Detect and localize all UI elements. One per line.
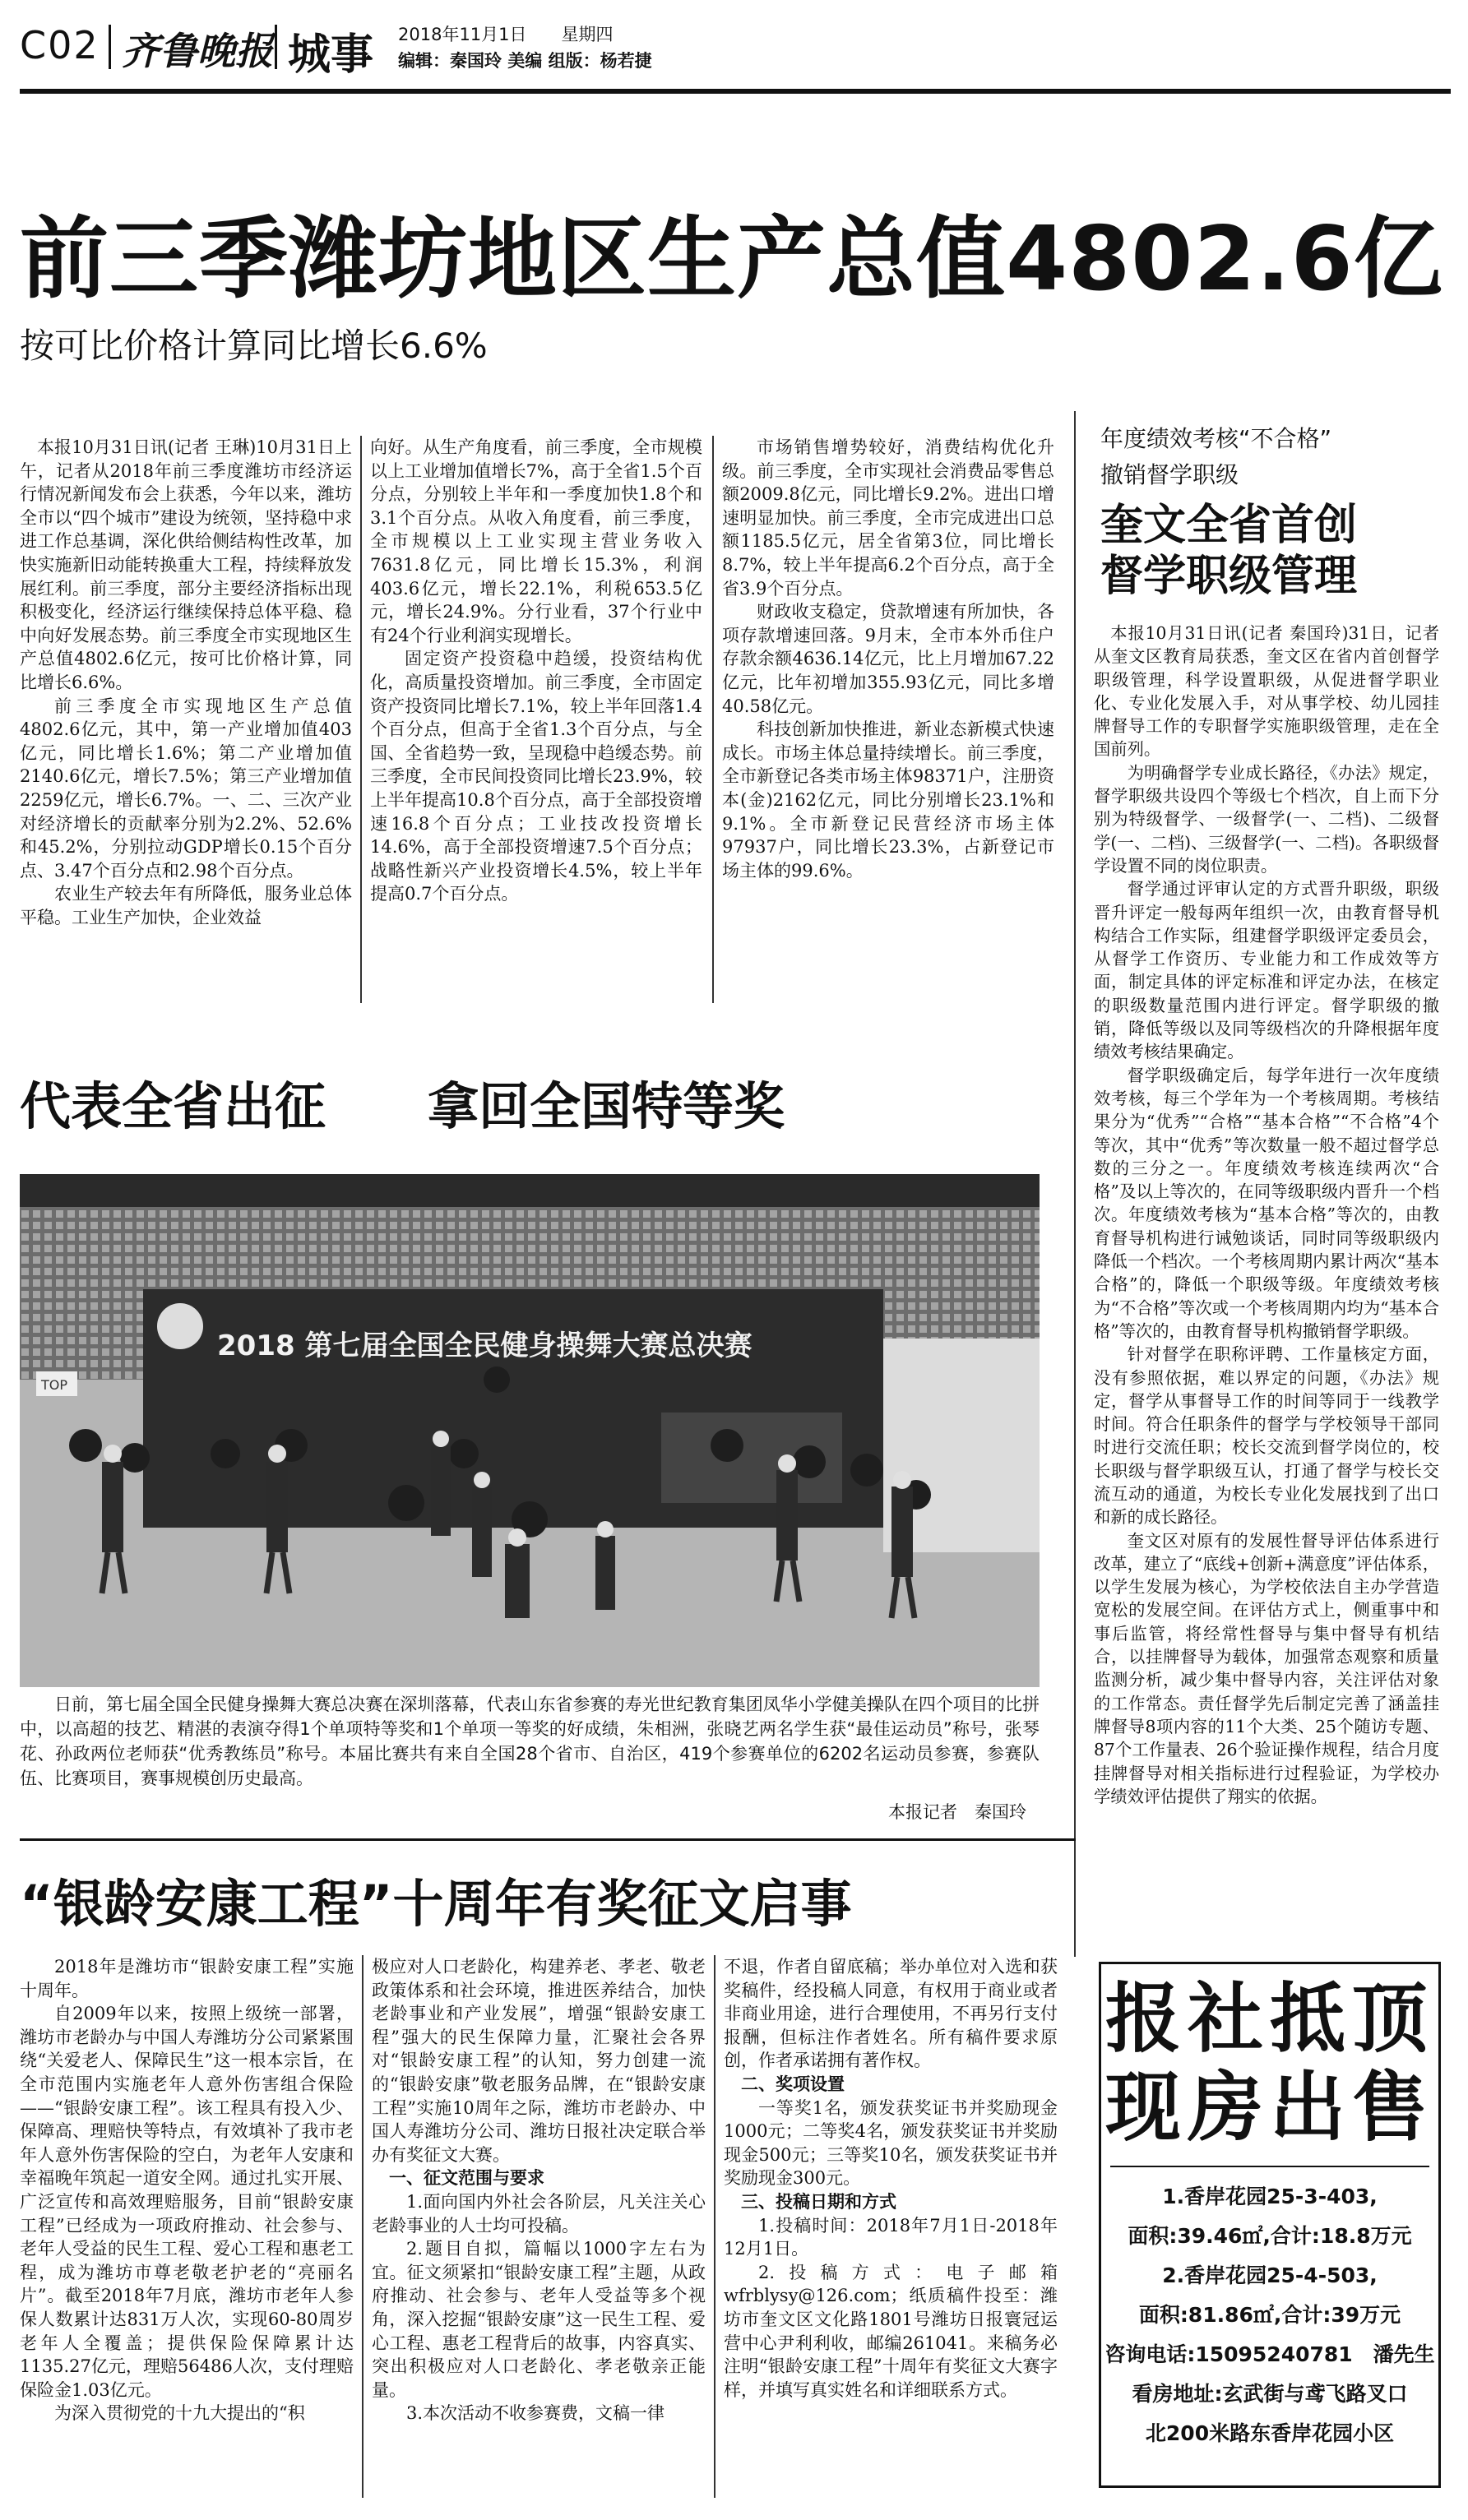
caption-text: 日前，第七届全国全民健身操舞大赛总决赛在深圳落幕，代表山东省参赛的寿光世纪教育集团凤华小学健美操队在四个项目的比拼中，以高超的技艺、精湛的表演夺得1个单项特等奖和1个单项一等奖的好成绩，朱相洲，张晓艺两名学生获“最佳运动员”称号，张琴花、孙政两位老师获“优秀教练员”称号。本届比赛共有来自全国28个省市、自治区，419个参赛单位的6202名运动员参赛，参赛队伍、比赛项目，赛事规模创历史最高。 xyxy=(20,1695,1040,1788)
lead-column-3 xyxy=(722,436,1054,1011)
ad-item-area: 面积:39.46㎡,合计:18.8万元 xyxy=(1128,2224,1412,2248)
photo-illustration xyxy=(20,1174,1040,1687)
lead-headline: 前三季潍坊地区生产总值4802.6亿 xyxy=(20,208,1443,311)
page-number: C02 xyxy=(20,23,100,67)
side-kicker: 年度绩效考核“不合格” xyxy=(1100,425,1332,452)
paragraph: 1.面向国内外社会各阶层，凡关注关心老龄事业的人士均可投稿。 xyxy=(372,2191,706,2236)
essay-contest-headline: “银龄安康工程”十周年有奖征文启事 xyxy=(20,1874,852,1934)
section-heading: 二、奖项设置 xyxy=(741,2073,845,2094)
ad-address: 看房地址:玄武街与鸢飞路叉口 xyxy=(1132,2382,1408,2406)
side-kicker: 撤销督学职级 xyxy=(1100,461,1239,488)
paragraph: 为明确督学专业成长路径，《办法》规定，督学职级共设四个等级七个档次，自上而下分别为特级督学、一级督学(一、二档)、二级督学(一、二档)、三级督学(一、二档)。各职级督学设置不同的岗位职责。 xyxy=(1094,762,1439,876)
side-headline-line: 督学职级管理 xyxy=(1100,552,1358,601)
banner-text: 2018 第七届全国全民健身操舞大赛总决赛 xyxy=(217,1329,753,1362)
ad-item: 2.香岸花园25-4-503, xyxy=(1162,2263,1378,2287)
paragraph: 市场销售增势较好，消费结构优化升级。前三季度，全市实现社会消费品零售总额2009.8亿元，同比增长9.2%。进出口增速明显加快。前三季度，全市完成进出口总额1185.5亿元，居全省第3位，同比增长8.7%，较上半年提高6.2个百分点，高于全省3.9个百分点。 xyxy=(722,437,1054,599)
side-body xyxy=(1094,622,1439,1954)
paragraph: 1.投稿时间：2018年7月1日-2018年12月1日。 xyxy=(724,2215,1058,2259)
paragraph: 向好。从生产角度看，前三季度，全市规模以上工业增加值增长7%，高于全省1.5个百分点，分别较上半年和一季度加快1.8个和3.1个百分点。从收入角度看，前三季度，全市规模以上工业实现主营业务收入7631.8亿元，同比增长15.3%，利润403.6亿元，增长22.1%，利税653.5亿元，增长24.9%。分行业看，37个行业中有24个行业利润实现增长。 xyxy=(370,437,702,645)
lead-subheadline: 按可比价格计算同比增长6.6% xyxy=(20,326,488,366)
essay-column-1 xyxy=(20,1955,354,2506)
side-headline xyxy=(1100,500,1357,602)
paragraph: 督学通过评审认定的方式晋升职级，职级晋升评定一般每两年组织一次，由教育督导机构结合工作实际，组建督学职级评定委员会，从督学工作资历、专业能力和工作成效等方面，制定具体的评定标准和评定办法，在核定的职级数量范围内进行评定。督学职级的撤销，降低等级以及同等级档次的升降根据年度绩效考核结果确定。 xyxy=(1094,879,1439,1062)
paragraph: 3.本次活动不收参赛费，文稿一律 xyxy=(406,2403,665,2424)
header-divider xyxy=(109,25,111,69)
paragraph: 不退，作者自留底稿；举办单位对入选和获奖稿件，经投稿人同意，有权用于商业或者非商业用途，进行合理使用，不再另行支付报酬，但标注作者姓名。所有稿件要求原创，作者承诺拥有著作权。 xyxy=(724,1957,1058,2071)
ad-headline-line: 现房出售 xyxy=(1104,2064,1434,2152)
photo-story-headline: 代表全省出征 拿回全国特等奖 xyxy=(20,1076,785,1136)
paragraph: 农业生产较去年有所降低，服务业总体平稳。工业生产加快，企业效益 xyxy=(20,884,352,927)
paragraph: 自2009年以来，按照上级统一部署，潍坊市老龄办与中国人寿潍坊分公司紧紧围绕“关爱老人、保障民生”这一根本宗旨，在全市范围内实施老年人意外伤害组合保险——“银龄安康工程”。该工程具有投入少、保障高、理赔快等特点，有效填补了我市老年人意外伤害保险的空白，为老年人安康和幸福晚年筑起一道安全网。通过扎实开展、广泛宣传和高效理赔服务，目前“银龄安康工程”已经成为一项政府推动、社会参与、老年人受益的民生工程、爱心工程和惠老工程，成为潍坊市尊老敬老护老的“亮丽名片”。截至2018年7月底，潍坊市老年人参保人数累计达831万人次，实现60-80周岁老年人全覆盖；提供保险保障累计达1135.27亿元，理赔56486人次，支付理赔保险金1.03亿元。 xyxy=(20,2004,354,2400)
paragraph: 为深入贯彻党的十九大提出的“积 xyxy=(54,2403,305,2424)
lead-column-2 xyxy=(370,436,702,1011)
section-heading: 一、征文范围与要求 xyxy=(389,2167,544,2189)
ad-item: 1.香岸花园25-3-403, xyxy=(1162,2185,1378,2208)
section-heading: 三、投稿日期和方式 xyxy=(741,2190,896,2212)
paragraph: 本报10月31日讯(记者 秦国玲)31日，记者从奎文区教育局获悉，奎文区在省内首创督学职级管理，科学设置职级，从促进督学职业化、专业化发展入手，对从事学校、幼儿园挂牌督导工作的专职督学实施职级管理，走在全国前列。 xyxy=(1094,623,1439,760)
photo-caption xyxy=(20,1692,1040,1791)
photo-credit: 本报记者 秦国玲 xyxy=(888,1802,1026,1822)
ad-address: 北200米路东香岸花园小区 xyxy=(1145,2421,1395,2445)
paragraph: 前三季度全市实现地区生产总值4802.6亿元，其中，第一产业增加值403亿元，同比增长1.6%；第二产业增加值2140.6亿元，增长7.5%；第三产业增加值2259亿元，增长6.7%。一、二、三次产业对经济增长的贡献率分别为2.2%、52.6%和45.2%，分别拉动GDP增长0.15个百分点、3.47个百分点和2.98个百分点。 xyxy=(20,696,352,881)
ad-divider xyxy=(1110,2166,1429,2167)
column-rule xyxy=(712,436,714,1003)
column-rule xyxy=(362,1955,364,2498)
paragraph: 2.投稿方式：电子邮箱wfrblysy@126.com；纸质稿件投至：潍坊市奎文区文化路1801号潍坊日报寰冠运营中心尹利利收，邮编261041。来稿务必注明“银龄安康工程”十周年有奖征文大赛字样，并填写真实姓名和详细联系方式。 xyxy=(724,2262,1058,2400)
paragraph: 极应对人口老龄化，构建养老、孝老、敬老政策体系和社会环境，推进医养结合，加快老龄事业和产业发展”，增强“银龄安康工程”强大的民生保障力量，汇聚社会各界对“银龄安康工程”的认知，努力创建一流的“银龄安康”敬老服务品牌，在“银龄安康工程”实施10周年之际，潍坊市老龄办、中国人寿潍坊分公司、潍坊日报社决定联合举办有奖征文大赛。 xyxy=(372,1957,706,2165)
paragraph: 固定资产投资稳中趋缓，投资结构优化，高质量投资增加。前三季度，全市固定资产投资同比增长7.1%，较上半年回落1.4个百分点，但高于全省1.3个百分点，与全国、全省趋势一致，呈现稳中趋缓态势。前三季度，全市民间投资同比增长23.9%，较上半年提高10.8个百分点，高于全部投资增速16.8个百分点；工业技改投资增长14.6%，高于全部投资增速7.5个百分点；战略性新兴产业投资增长4.5%，较上半年提高0.7个百分点。 xyxy=(370,649,702,904)
newspaper-logo: 齐鲁晚报 xyxy=(122,29,273,73)
paragraph: 财政收支稳定，贷款增速有所加快，各项存款增速回落。9月末，全市本外币住户存款余额4636.14亿元，比上月增加67.22亿元，比年初增加355.93亿元，同比多增40.58亿元。 xyxy=(722,602,1054,716)
editors-line: 编辑：秦国玲 美编 组版：杨若捷 xyxy=(398,51,652,71)
paragraph: 2018年是潍坊市“银龄安康工程”实施十周年。 xyxy=(20,1957,354,2000)
header-rule xyxy=(20,89,1451,94)
ad-headline-line: 报社抵顶 xyxy=(1104,1975,1434,2063)
essay-column-2 xyxy=(372,1955,706,2506)
issue-date xyxy=(398,21,614,46)
news-photo xyxy=(20,1174,1040,1687)
paragraph: 一等奖1名，颁发获奖证书并奖励现金1000元；二等奖4名，颁发获奖证书并奖励现金500元；三等奖10名，颁发获奖证书并奖励现金300元。 xyxy=(724,2097,1058,2189)
weekday-text: 星期四 xyxy=(561,25,614,44)
paragraph: 针对督学在职称评聘、工作量核定方面，没有参照依据，难以界定的问题，《办法》规定，督学从事督导工作的时间等同于一线教学时间。符合任职条件的督学与学校领导干部同时进行交流任职；校长交流到督学岗位的，校长职级与督学职级互认，打通了督学与校长交流互动的通道，为校长专业化发展找到了出口和新的成长路径。 xyxy=(1094,1344,1439,1528)
lead-column-1 xyxy=(20,436,352,1011)
paragraph: 奎文区对原有的发展性督导评估体系进行改革，建立了“底线+创新+满意度”评估体系，以学生发展为核心，为学校依法自主办学营造宽松的发展空间。在评估方式上，侧重事中和事后监管，将经常性督导与集中督导有机结合，以挂牌督导为载体，加强常态观察和质量监测分析，减少集中督导内容，关注评估对象的工作常态。责任督学先后制定完善了涵盖挂牌督导8项内容的11个大类、25个随访专题、87个工作量表、26个验证操作规程，结合月度挂牌督导对相关指标进行过程验证，为学校办学绩效评估提供了翔实的依据。 xyxy=(1094,1530,1439,1806)
paragraph: 2.题目自拟，篇幅以1000字左右为宜。征文须紧扣“银龄安康工程”主题，从政府推动、社会参与、老年人受益等多个视角，深入挖掘“银龄安康”这一民生工程、爱心工程、惠老工程背后的故事，内容真实、突出积极应对人口老龄化、孝老敬亲正能量。 xyxy=(372,2239,706,2400)
ad-headline xyxy=(1099,1975,1441,2152)
essay-column-3 xyxy=(724,1955,1058,2506)
section-rule xyxy=(20,1838,1076,1841)
column-rule xyxy=(714,1955,715,2498)
sign-text: TOP xyxy=(41,1377,68,1393)
paragraph: 本报10月31日讯(记者 王琳)10月31日上午，记者从2018年前三季度潍坊市经济运行情况新闻发布会上获悉，今年以来，潍坊全市以“四个城市”建设为统领，坚持稳中求进工作总基调，深化供给侧结构性改革，加快实施新旧动能转换重大工程，持续释放发展红利。前三季度，部分主要经济指标出现积极变化，经济运行继续保持总体平稳、稳中向好发展态势。前三季度全市实现地区生产总值4802.6亿元，按可比价格计算，同比增长6.6%。 xyxy=(20,437,352,692)
section-name: 城事 xyxy=(288,30,374,80)
side-headline-line: 奎文全省首创 xyxy=(1100,501,1358,550)
paragraph: 科技创新加快推进，新业态新模式快速成长。市场主体总量持续增长。前三季度，全市新登记各类市场主体98371户，注册资本(金)2162亿元，同比分别增长23.1%和9.1%。全市新登记民营经济市场主体97937户，同比增长23.3%，占新登记市场主体的99.6%。 xyxy=(722,719,1054,881)
side-column-rule xyxy=(1074,411,1076,1957)
column-rule xyxy=(360,436,362,1003)
date-text: 2018年11月1日 xyxy=(398,25,527,44)
ad-phone: 咨询电话:15095240781 潘先生 xyxy=(1104,2342,1435,2366)
paragraph: 督学职级确定后，每学年进行一次年度绩效考核，每三个学年为一个考核周期。考核结果分为“优秀”“合格”“基本合格”“不合格”4个等次，其中“优秀”等次数量一般不超过督学总数的三分之一。年度绩效考核连续两次“合格”及以上等次的，在同等级职级内晋升一个档次。年度绩效考核为“基本合格”等次的，由教育督导机构进行诫勉谈话，同时同等级职级内降低一个档次。一个考核周期内累计两次“基本合格”的，降低一个职级等级。年度绩效考核为“不合格”等次或一个考核周期内均为“基本合格”等次的，由教育督导机构撤销督学职级。 xyxy=(1094,1065,1439,1341)
header-divider xyxy=(275,25,277,69)
ad-item-area: 面积:81.86㎡,合计:39万元 xyxy=(1138,2303,1401,2327)
